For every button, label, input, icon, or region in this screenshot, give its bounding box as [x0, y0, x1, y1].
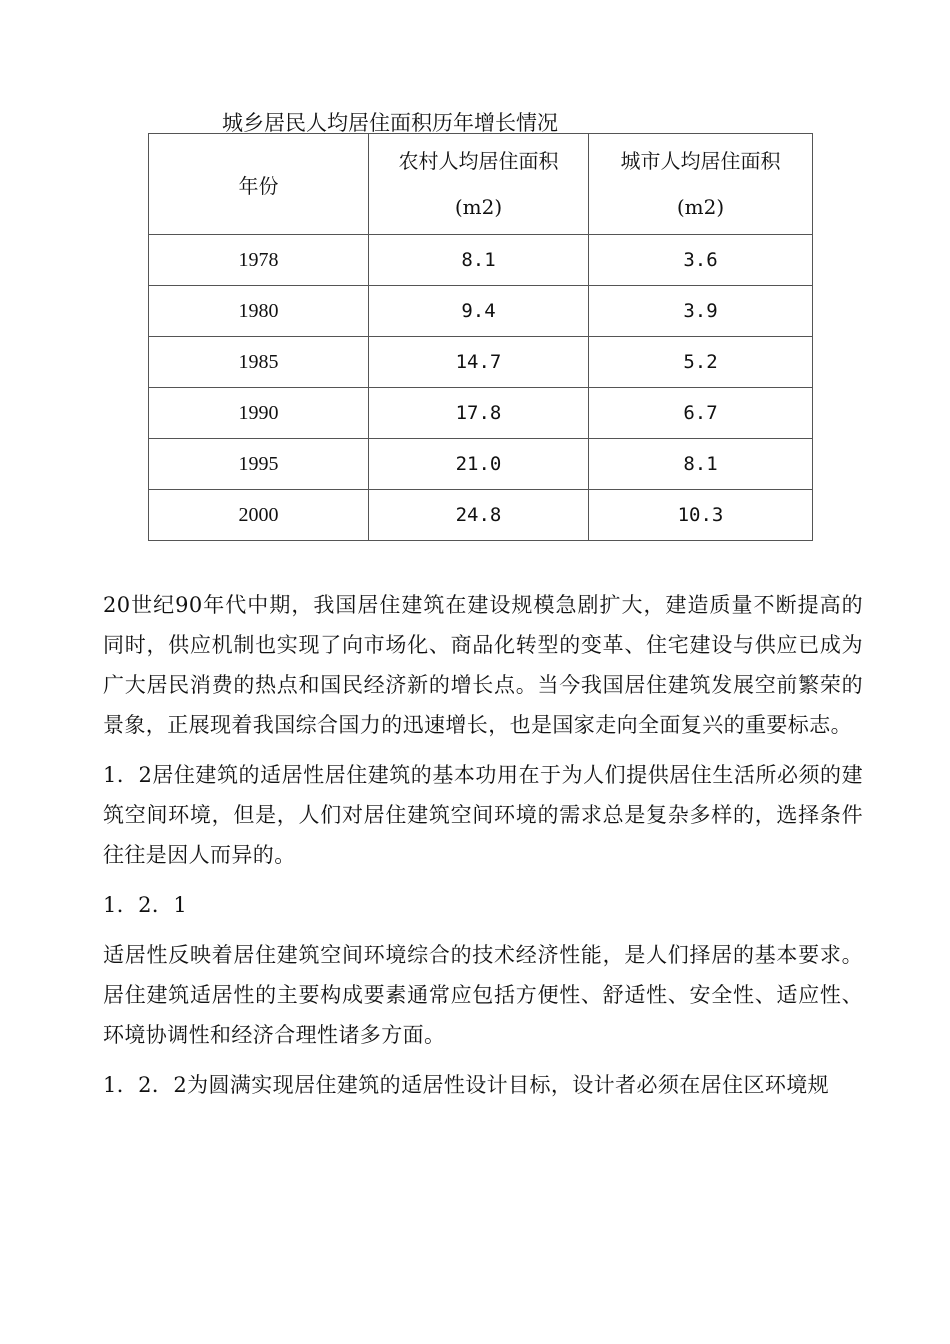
paragraph-section-1-2-2: 1．2．2为圆满实现居住建筑的适居性设计目标，设计者必须在居住区环境规: [103, 1073, 830, 1097]
cell-urban: 10.3: [589, 490, 813, 541]
paragraph-habitability-factors: 适居性反映着居住建筑空间环境综合的技术经济性能，是人们择居的基本要求。居住建筑适居性的主要构成要素通常应包括方便性、舒适性、安全性、适应性、环境协调性和经济合理性诸多方面。: [103, 943, 863, 1047]
header-urban-area: [589, 134, 813, 235]
cell-rural: 24.8: [369, 490, 589, 541]
header-urban-unit: (m2): [676, 195, 725, 219]
table-row: [149, 337, 813, 388]
header-rural-area: [369, 134, 589, 235]
paragraph-section-1-2: 1．2居住建筑的适居性居住建筑的基本功用在于为人们提供居住生活所必须的建筑空间环境，但是，人们对居住建筑空间环境的需求总是复杂多样的，选择条件往往是因人而异的。: [103, 763, 863, 867]
paragraph-housing-growth: 20世纪90年代中期，我国居住建筑在建设规模急剧扩大，建造质量不断提高的同时，供应机制也实现了向市场化、商品化转型的变革、住宅建设与供应已成为广大居民消费的热点和国民经济新的增长点。当今我国居住建筑发展空前繁荣的景象，正展现着我国综合国力的迅速增长，也是国家走向全面复兴的重要标志。: [103, 593, 863, 737]
table-row: [149, 235, 813, 286]
cell-rural: 17.8: [369, 388, 589, 439]
header-year: [149, 134, 369, 235]
area-growth-table: [148, 133, 813, 541]
header-rural-label: 农村人均居住面积: [398, 149, 559, 173]
cell-year: 1980: [149, 286, 369, 337]
table-row: [149, 439, 813, 490]
header-urban-label: 城市人均居住面积: [620, 149, 781, 173]
cell-year: 1990: [149, 388, 369, 439]
cell-urban: 3.6: [589, 235, 813, 286]
cell-year: 1995: [149, 439, 369, 490]
cell-rural: 14.7: [369, 337, 589, 388]
cell-urban: 8.1: [589, 439, 813, 490]
cell-urban: 3.9: [589, 286, 813, 337]
cell-rural: 8.1: [369, 235, 589, 286]
cell-urban: 6.7: [589, 388, 813, 439]
cell-rural: 9.4: [369, 286, 589, 337]
cell-year: 1978: [149, 235, 369, 286]
table-row: [149, 490, 813, 541]
cell-year: 1985: [149, 337, 369, 388]
body-text: [103, 585, 863, 1105]
table-title: 城乡居民人均居住面积历年增长情况: [222, 111, 558, 135]
table-header-row: [149, 134, 813, 235]
cell-year: 2000: [149, 490, 369, 541]
header-year-label: 年份: [238, 173, 279, 198]
header-rural-unit: (m2): [454, 195, 503, 219]
cell-urban: 5.2: [589, 337, 813, 388]
cell-rural: 21.0: [369, 439, 589, 490]
table-row: [149, 286, 813, 337]
paragraph-section-1-2-1-heading: 1．2．1: [103, 893, 188, 917]
table-row: [149, 388, 813, 439]
